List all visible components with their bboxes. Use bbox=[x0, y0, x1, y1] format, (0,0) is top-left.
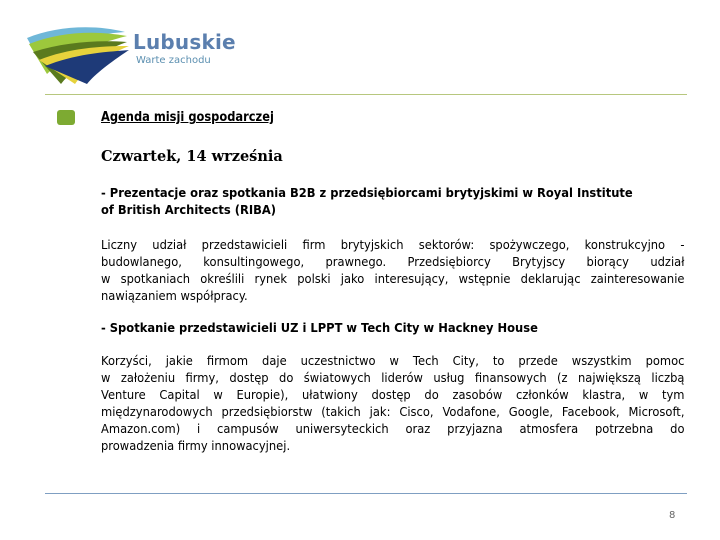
section-1-heading-line: - Prezentacje oraz spotkania B2B z przedsiębiorcami brytyjskimi w Royal Institute bbox=[101, 185, 633, 200]
section-2-body bbox=[101, 352, 685, 454]
section-2-heading bbox=[101, 319, 685, 336]
section-1-body bbox=[101, 236, 685, 304]
lubuskie-logo-emblem-icon bbox=[25, 22, 130, 87]
agenda-bullet-icon bbox=[57, 110, 75, 125]
section-2-body-line: prowadzenia firmy innowacyjnej. bbox=[101, 438, 291, 453]
section-1-heading-line: of British Architects (RIBA) bbox=[101, 202, 277, 217]
logo-name: Lubuskie bbox=[133, 30, 236, 54]
logo-tagline: Warte zachodu bbox=[136, 55, 211, 66]
section-2-body-line: Korzyści, jakie firmom daje uczestnictwo w Tech City, to przede wszystkim pomoc bbox=[101, 353, 685, 368]
lubuskie-logo bbox=[25, 22, 236, 87]
page-number: 8 bbox=[669, 510, 676, 521]
bottom-divider bbox=[45, 493, 687, 494]
section-2-body-line: międzynarodowych przedsiębiorstw (takich jak: Cisco, Vodafone, Google, Facebook, Microsoft, bbox=[101, 404, 685, 419]
date-heading: Czwartek, 14 września bbox=[101, 148, 283, 165]
section-1-body-line: w spotkaniach określili rynek polski jako interesujący, wstępnie deklarując zainteresowanie bbox=[101, 271, 685, 286]
section-2-body-line: Amazon.com) i campusów uniwersyteckich oraz przyjazna atmosfera potrzebna do bbox=[101, 421, 685, 436]
top-divider bbox=[45, 94, 687, 95]
section-1-body-line: Liczny udział przedstawicieli firm brytyjskich sektorów: spożywczego, konstrukcyjno - bbox=[101, 237, 685, 252]
section-2-body-line: Venture Capital w Europie), ułatwiony dostęp do zasobów członków klastra, w tym bbox=[101, 387, 685, 402]
section-2-body-line: w założeniu firmy, dostęp do światowych liderów usług finansowych (z największą liczbą bbox=[101, 370, 685, 385]
agenda-title: Agenda misji gospodarczej bbox=[101, 110, 274, 125]
section-1-body-line: nawiązaniem współpracy. bbox=[101, 288, 248, 303]
section-2-heading-line: - Spotkanie przedstawicieli UZ i LPPT w Tech City w Hackney House bbox=[101, 320, 538, 335]
section-1-heading bbox=[101, 184, 685, 218]
section-1-body-line: budowlanego, konsultingowego, prawnego. Przedsiębiorcy Brytyjscy biorący udział bbox=[101, 254, 685, 269]
